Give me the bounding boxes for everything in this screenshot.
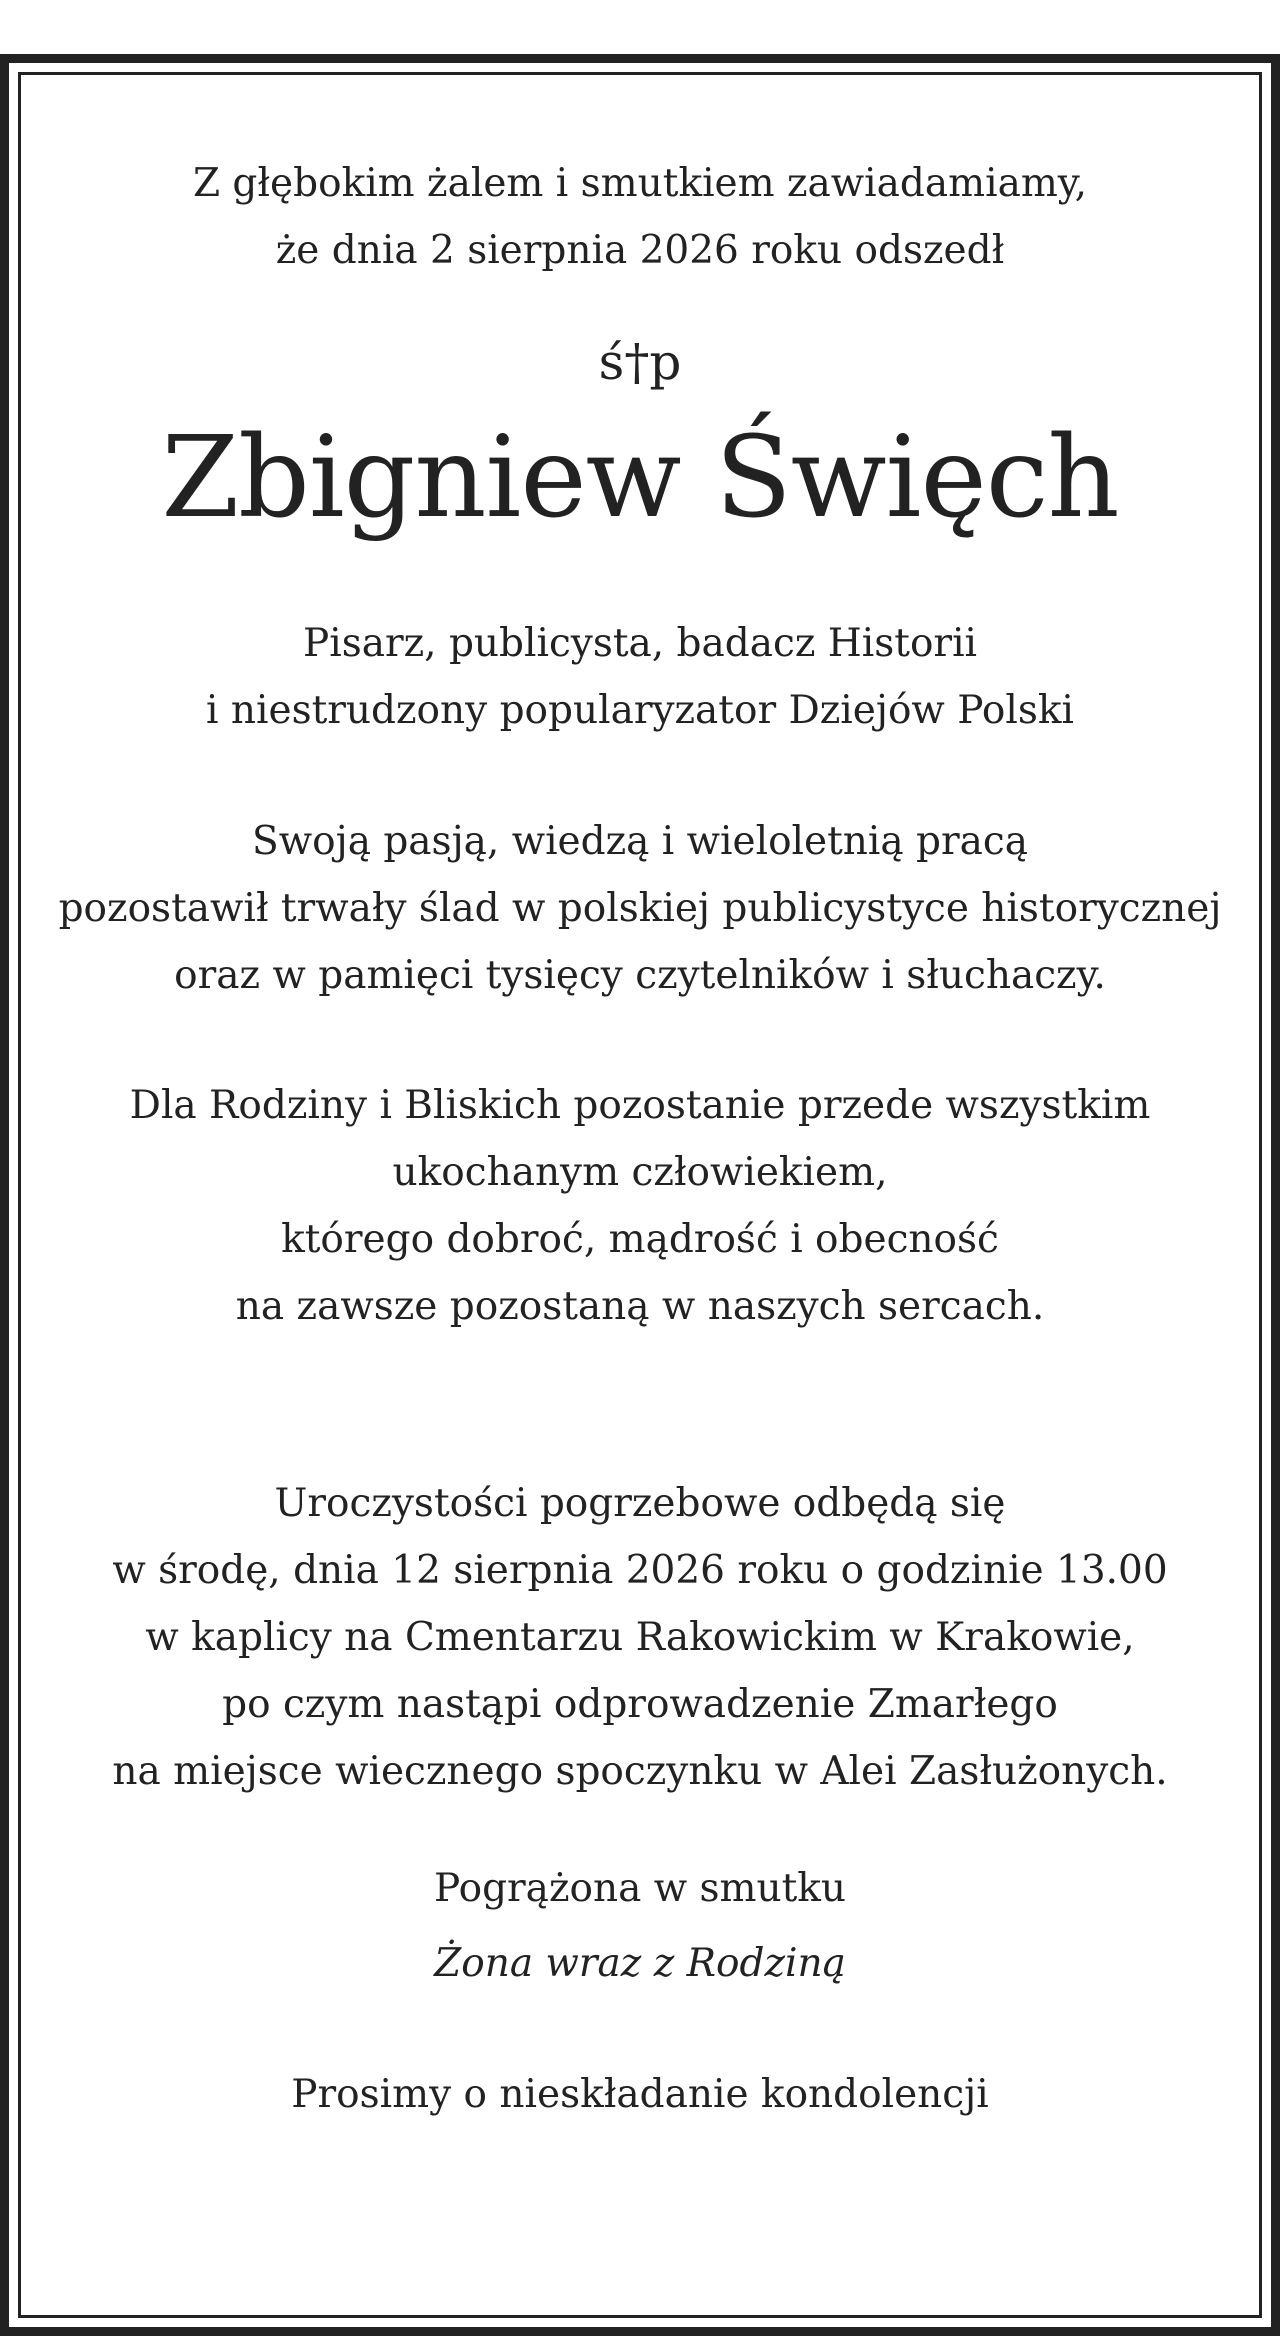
funeral-line: w środę, dnia 12 sierpnia 2026 roku o godzinie 13.00 <box>112 1548 1168 1593</box>
funeral-paragraph <box>21 1470 1259 1805</box>
stp-cross-mark: ś†p <box>598 333 682 391</box>
deceased-name: Zbigniew Święch <box>161 413 1119 543</box>
funeral-line: po czym nastąpi odprowadzenie Zmarłego <box>222 1682 1058 1727</box>
funeral-line: na miejsce wiecznego spoczynku w Alei Zasłużonych. <box>112 1749 1168 1794</box>
funeral-line: w kaplicy na Cmentarzu Rakowickim w Krakowie, <box>145 1615 1135 1660</box>
description-paragraph <box>21 610 1259 744</box>
legacy-line: pozostawił trwały ślad w polskiej publicystyce historycznej <box>58 886 1222 931</box>
condolence-request <box>21 2061 1259 2128</box>
legacy-line: Swoją pasją, wiedzą i wieloletnią pracą <box>252 819 1028 864</box>
intro-line: że dnia 2 sierpnia 2026 roku odszedł <box>275 228 1005 273</box>
intro-paragraph <box>21 150 1259 284</box>
mourners-signature: Żona wraz z Rodziną <box>434 1941 846 1986</box>
intro-line: Z głębokim żalem i smutkiem zawiadamiamy, <box>192 161 1088 206</box>
family-memory-line: Dla Rodziny i Bliskich pozostanie przede wszystkim <box>129 1083 1151 1128</box>
legacy-paragraph <box>21 808 1259 1009</box>
condolence-request-line: Prosimy o nieskładanie kondolencji <box>291 2072 989 2117</box>
family-memory-line: którego dobroć, mądrość i obecność <box>281 1217 999 1262</box>
family-memory-line: ukochanym człowiekiem, <box>392 1150 888 1195</box>
obituary-notice <box>21 75 1259 2128</box>
description-line: i niestrudzony popularyzator Dziejów Polski <box>206 688 1074 733</box>
mourners-line: Pogrążona w smutku <box>433 1866 847 1911</box>
family-memory-paragraph <box>21 1072 1259 1340</box>
family-memory-line: na zawsze pozostaną w naszych sercach. <box>235 1284 1045 1329</box>
funeral-line: Uroczystości pogrzebowe odbędą się <box>274 1481 1006 1526</box>
description-line: Pisarz, publicysta, badacz Historii <box>302 621 978 666</box>
mourners-block <box>21 1855 1259 2005</box>
legacy-line: oraz w pamięci tysięcy czytelników i słuchaczy. <box>174 953 1106 998</box>
